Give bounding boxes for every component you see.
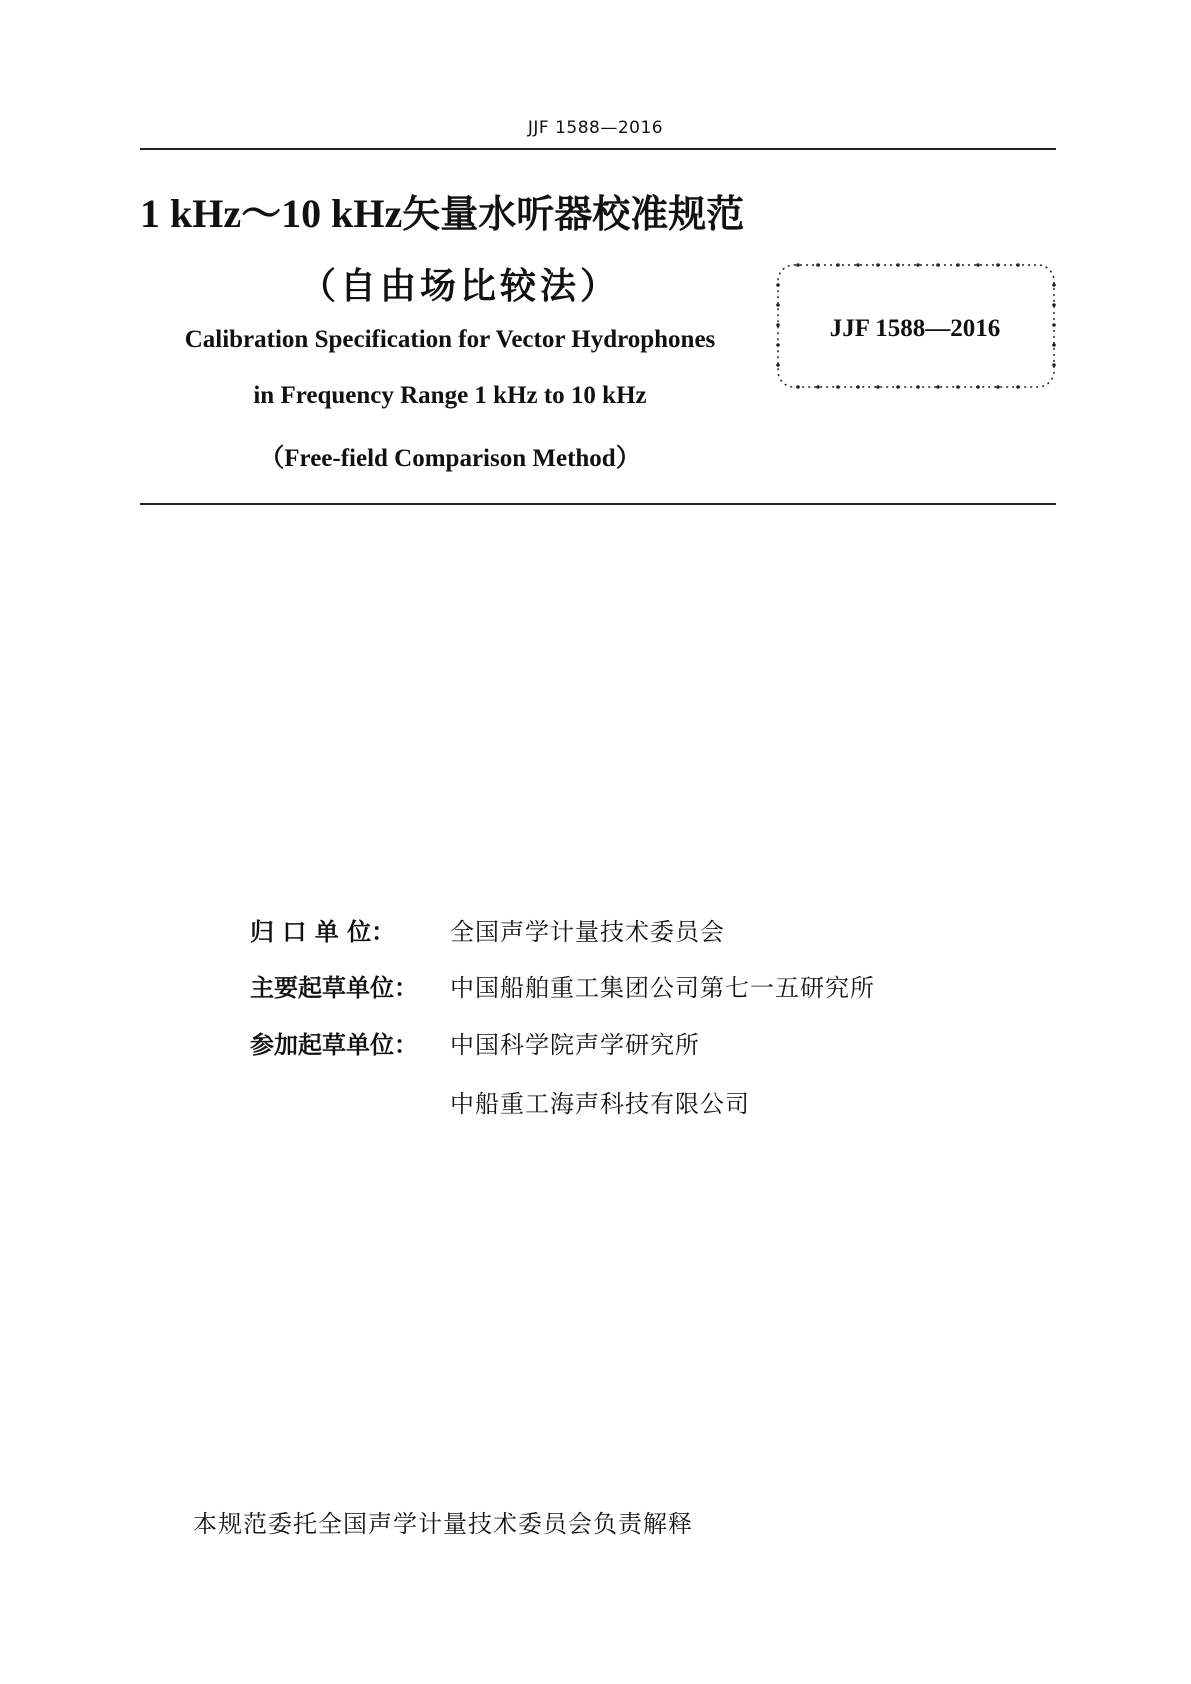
title-divider (140, 503, 1056, 505)
main-drafter-label: 主要起草单位： (250, 974, 418, 1002)
running-header-code: JJF 1588—2016 (527, 118, 664, 138)
participating-drafter-label: 参加起草单位： (250, 1031, 418, 1059)
responsible-unit-label: 归 口 单 位： (250, 918, 396, 946)
participating-drafter-row-continued (450, 1084, 750, 1119)
document-title (140, 182, 744, 239)
main-drafter-value: 中国船舶重工集团公司第七一五研究所 (450, 974, 875, 1002)
english-title-line-1: Calibration Specification for Vector Hydrophones (184, 326, 716, 353)
participating-drafter-value-1: 中国科学院声学研究所 (450, 1031, 700, 1059)
document-subtitle: （自由场比较法） (300, 266, 621, 307)
stamp-code: JJF 1588—2016 (829, 315, 1001, 342)
title-frequency-range: 1 kHz～10 kHz (140, 191, 403, 236)
participating-drafter-row (250, 1025, 700, 1060)
interpretation-note: 本规范委托全国声学计量技术委员会负责解释 (193, 1510, 693, 1538)
title-chinese: 矢量水听器校准规范 (402, 192, 745, 236)
main-drafter-row (250, 968, 875, 1003)
english-title-line-3: （Free-field Comparison Method） (259, 445, 641, 472)
responsible-unit-row (250, 912, 725, 947)
responsible-unit-value: 全国声学计量技术委员会 (450, 918, 725, 946)
participating-drafter-value-2: 中船重工海声科技有限公司 (450, 1090, 750, 1118)
header-divider (140, 148, 1056, 150)
english-title-line-2: in Frequency Range 1 kHz to 10 kHz (253, 382, 647, 409)
